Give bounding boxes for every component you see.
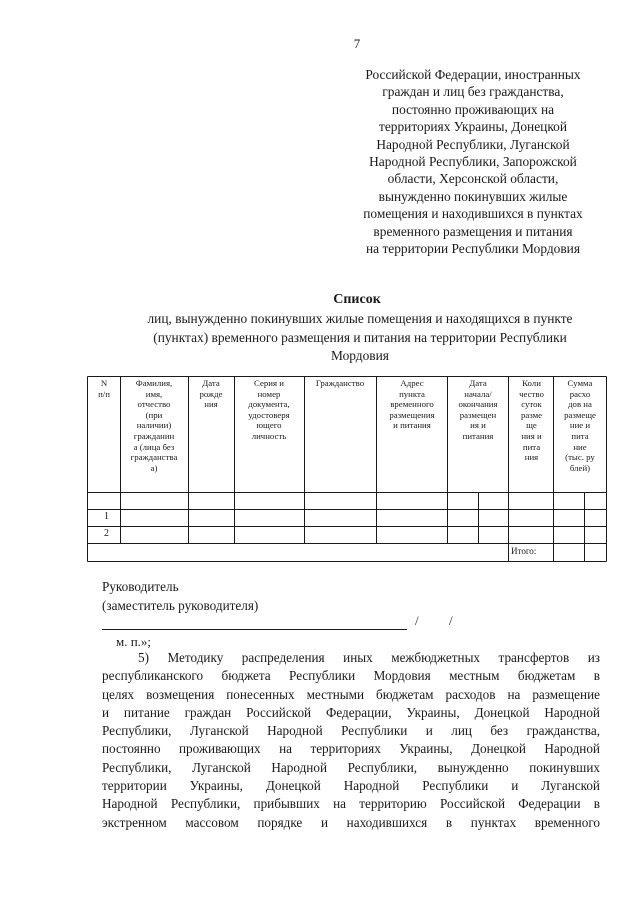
header-line-3: временного [390,399,434,410]
header-line-4: (при [145,409,163,420]
header-number [89,378,119,399]
stamp-place: м. п.»; [116,634,152,649]
header-line-7: ние [573,441,587,452]
header-facility-address [378,378,446,431]
header-line-1: Дата [469,378,487,388]
header-line-1: Коли [522,378,541,388]
appendix-heading [323,66,623,257]
appendix-line-8: вынужденно покинувших жилые [378,188,568,204]
header-line-2: п/п [98,388,110,399]
header-line-2: начала/ [464,388,492,399]
header-line-5: ия и [470,420,486,431]
methodology-line-6: постоянно проживающих на территориях Украины, Донецкой Народной [102,741,600,757]
header-line-4: удостоверя [248,409,290,420]
methodology-line-2: республиканского бюджета Республики Мордовия местным бюджетам в [102,668,600,684]
header-line-5: наличии) [136,420,172,431]
header-line-3: документа, [248,399,290,410]
header-line-1: Фамилия, [135,378,173,388]
header-identity-document [235,378,303,442]
header-line-3: дов на [568,399,592,410]
header-line-4: разме [520,409,543,420]
header-line-5: ние и [569,420,591,431]
header-line-4: размещен [459,409,497,420]
list-subtitle [100,310,620,366]
header-line-6: питания [462,430,494,441]
total-label: Итого: [511,546,537,556]
subtitle-line-1: лиц, вынужденно покинувших жилые помещения и находящихся в пункте [147,311,573,326]
header-line-4: размеще [564,409,596,420]
header-line-8: ния [524,452,539,463]
methodology-line-4: и питание граждан Российской Федерации, Украины, Донецкой Народной [102,704,600,720]
header-line-5: ще [526,420,537,431]
header-line-1: Гражданство [315,378,365,388]
appendix-line-10: временного размещения и питания [373,223,573,239]
methodology-paragraph [102,649,600,832]
header-citizenship [305,378,375,389]
methodology-line-3: целях возмещения понесенных местными бюджетам расходов на размещение [102,686,600,702]
header-line-1: Дата [202,378,220,388]
header-days-count [510,378,553,463]
header-line-1: Адрес [400,378,424,388]
signature-separator-2: / [449,613,453,628]
header-line-6: личность [251,430,287,441]
appendix-line-9: помещения и находившихся в пунктах [363,206,583,222]
header-line-3: ния [204,399,218,410]
row-number-1: 1 [104,511,109,522]
appendix-line-1: Российской Федерации, иностранных [365,67,581,82]
subtitle-line-3: Мордовия [331,348,389,363]
signatory-title: Руководитель [102,579,179,594]
appendix-line-4: территориях Украины, Донецкой [378,119,568,135]
subtitle-line-2: (пунктах) временного размещения и питания на территории Республики [153,329,567,345]
signature-block [102,578,258,615]
header-line-8: (тыс. ру [565,452,595,463]
methodology-line-10: экстренном массовом порядке и находившихся в пунктах временного [102,814,600,830]
methodology-line-9: Народной Республики, прибывших на территорию Российской Федерации в [102,796,600,812]
header-line-5: ющего [256,420,282,431]
header-line-7: а (лица без [133,441,175,452]
methodology-line-5: Республики, Луганской Народной Республики и лиц без гражданства, [102,723,600,739]
header-line-3: суток [521,399,542,410]
appendix-line-6: Народной Республики, Запорожской [369,154,577,170]
methodology-line-7: Республики, Луганской Народной Республики, вынужденно покинувших [102,759,600,775]
header-line-6: ния и [521,430,542,441]
header-placement-dates [449,378,507,442]
header-birth-date [189,378,233,410]
header-line-4: размещения [389,409,435,420]
signature-separator-1: / [415,613,419,628]
header-line-1: Сумма [567,378,593,388]
page-number: 7 [353,36,361,51]
header-line-7: пита [522,441,541,452]
header-full-name [121,378,187,473]
header-line-3: отчество [137,399,171,410]
header-line-2: расхо [569,388,591,399]
header-line-9: а) [150,462,158,473]
header-line-2: номер [257,388,281,399]
header-line-5: и питания [393,420,431,431]
appendix-line-7: области, Херсонской области, [387,171,559,187]
header-line-8: гражданства [130,452,178,463]
list-title: Список [333,292,381,307]
header-expense-amount [555,378,605,473]
signature-line [102,629,407,630]
signatory-deputy: (заместитель руководителя) [102,597,259,613]
header-line-1: Серия и [254,378,284,388]
row-number-2: 2 [104,528,109,539]
appendix-line-5: Народной Республики, Луганской [376,136,570,152]
header-line-2: имя, [145,388,163,399]
header-line-6: гражданин [133,430,175,441]
methodology-line-1: 5) Методику распределения иных межбюджетных трансфертов из [138,650,600,665]
header-line-2: пункта [399,388,425,399]
appendix-line-3: постоянно проживающих на [391,101,555,117]
appendix-line-2: граждан и лиц без гражданства, [382,84,564,100]
header-line-2: чество [519,388,544,399]
header-line-1: N [100,378,108,388]
methodology-line-8: территории Украины, Донецкой Народной Республики и Луганской [102,778,600,794]
header-line-6: пита [571,430,589,441]
appendix-line-11: на территории Республики Мордовия [365,241,581,257]
header-line-9: блей) [569,462,591,473]
header-line-3: окончания [458,399,498,410]
header-line-2: рожде [199,388,223,399]
